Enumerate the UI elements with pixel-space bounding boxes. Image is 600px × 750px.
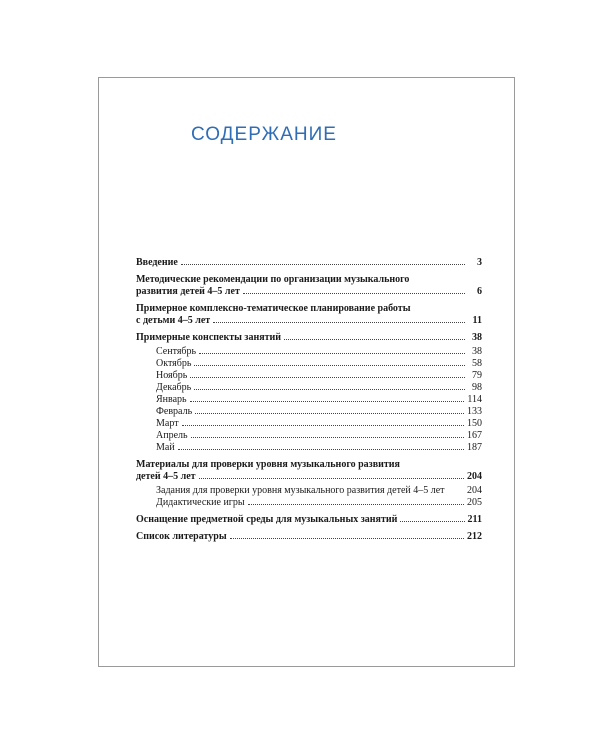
month-label: Январь [156,394,187,405]
toc-entry-label: Список литературы [136,531,227,542]
toc-entry-label-cont: развития детей 4–5 лет [136,286,240,297]
toc-entry-lessons [136,332,482,344]
toc-month-item [156,358,482,370]
toc-page-number: 38 [472,332,482,343]
toc-materials-sub-list [136,485,482,509]
toc-entry-label: Методические рекомендации по организации музыкального [136,274,410,285]
toc-month-item [156,394,482,406]
month-label: Март [156,418,179,429]
toc-entry-method [136,274,482,298]
toc-page-number: 3 [477,257,482,268]
month-page: 114 [467,394,482,405]
toc-entry-materials [136,459,482,483]
toc-page-number: 212 [467,531,482,542]
month-label: Май [156,442,175,453]
table-of-contents [136,257,482,543]
toc-entry-intro [136,257,482,269]
sub-item-label: Задания для проверки уровня музыкального развития детей 4–5 лет [156,485,445,496]
month-page: 150 [467,418,482,429]
dot-leader [230,538,464,539]
toc-entry-label-cont: детей 4–5 лет [136,471,196,482]
toc-page-number: 6 [477,286,482,297]
toc-page-number: 204 [467,471,482,482]
month-page: 38 [472,346,482,357]
dot-leader [195,413,464,414]
toc-entry-label-cont: с детьми 4–5 лет [136,315,211,326]
dot-leader [191,437,464,438]
dot-leader [284,339,465,340]
dot-leader [182,425,464,426]
month-page: 79 [472,370,482,381]
dot-leader [194,389,465,390]
dot-leader [199,353,465,354]
toc-entry-label: Материалы для проверки уровня музыкального развития [136,459,400,470]
month-label: Октябрь [156,358,192,369]
dot-leader [248,504,464,505]
toc-entry-planning [136,303,482,327]
toc-page-number: 211 [467,514,482,525]
toc-month-item [156,382,482,394]
dot-leader [213,322,465,323]
month-label: Декабрь [156,382,192,393]
dot-leader [190,377,465,378]
toc-month-item [156,346,482,358]
sub-item-page: 204 [467,485,482,496]
month-label: Сентябрь [156,346,197,357]
toc-entry-equipment [136,514,482,526]
toc-sub-item [156,497,482,509]
month-label: Апрель [156,430,188,441]
toc-month-item [156,406,482,418]
toc-entry-label: Введение [136,257,178,268]
sub-item-page: 205 [467,497,482,508]
toc-sub-item [156,485,482,497]
dot-leader [199,478,464,479]
dot-leader [190,401,465,402]
dot-leader [194,365,465,366]
month-page: 187 [467,442,482,453]
dot-leader [243,293,465,294]
toc-month-item [156,430,482,442]
toc-month-item [156,370,482,382]
sub-item-label: Дидактические игры [156,497,245,508]
toc-month-item [156,442,482,454]
toc-entry-label: Примерные конспекты занятий [136,332,282,343]
toc-months-list [136,346,482,454]
month-page: 98 [472,382,482,393]
page-title: СОДЕРЖАНИЕ [191,124,337,145]
month-page: 58 [472,358,482,369]
toc-page-number: 11 [472,315,482,326]
month-label: Февраль [156,406,193,417]
month-page: 133 [467,406,482,417]
month-label: Ноябрь [156,370,188,381]
dot-leader [178,449,464,450]
document-page [98,77,515,667]
dot-leader [181,264,465,265]
month-page: 167 [467,430,482,441]
toc-entry-label: Оснащение предметной среды для музыкальных занятий [136,514,398,525]
toc-entry-label: Примерное комплексно-тематическое планирование работы [136,303,411,314]
toc-entry-literature [136,531,482,543]
dot-leader [400,521,464,522]
toc-month-item [156,418,482,430]
